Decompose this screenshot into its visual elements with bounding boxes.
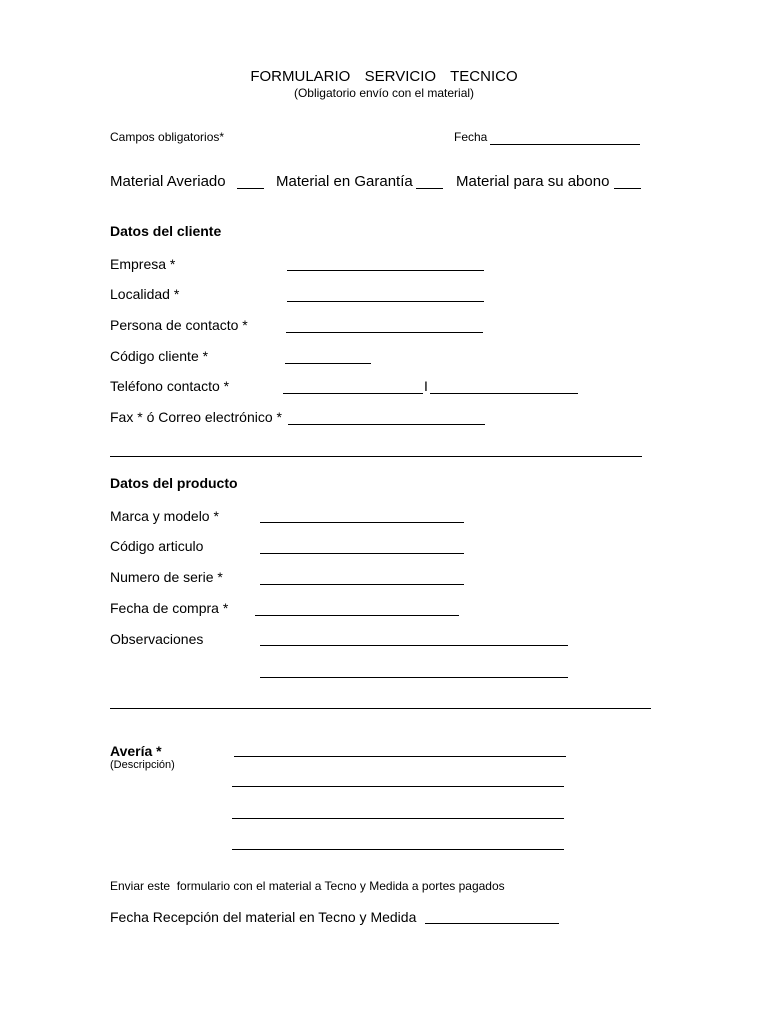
form-subtitle: (Obligatorio envío con el material)	[293, 86, 475, 100]
material-abono-label: Material para su abono	[456, 173, 610, 190]
codigo-articulo-field[interactable]	[260, 553, 464, 554]
section-divider	[110, 456, 642, 457]
fecha-recepcion-field[interactable]	[425, 923, 559, 924]
averia-field-2[interactable]	[232, 786, 564, 787]
form-title: FORMULARIO SERVICIO TECNICO	[250, 68, 518, 85]
averia-field-4[interactable]	[232, 849, 564, 850]
averia-subheading: (Descripción)	[110, 759, 175, 771]
fecha-recepcion-label: Fecha Recepción del material en Tecno y Medida	[110, 909, 417, 925]
averia-field-3[interactable]	[232, 818, 564, 819]
date-label: Fecha	[454, 130, 488, 144]
codigo-cliente-label: Código cliente *	[110, 348, 209, 364]
persona-contacto-field[interactable]	[286, 332, 483, 333]
telefono-field-2[interactable]	[430, 393, 578, 394]
fax-email-field[interactable]	[288, 424, 485, 425]
fecha-compra-label: Fecha de compra *	[110, 600, 229, 616]
numero-serie-label: Numero de serie *	[110, 569, 223, 585]
codigo-articulo-label: Código articulo	[110, 538, 204, 554]
marca-modelo-label: Marca y modelo *	[110, 508, 219, 524]
material-garantia-label: Material en Garantía	[276, 173, 413, 190]
material-averiado-label: Material Averiado	[110, 173, 226, 190]
localidad-field[interactable]	[287, 301, 484, 302]
fecha-compra-field[interactable]	[255, 615, 459, 616]
empresa-label: Empresa *	[110, 256, 176, 272]
shipping-instructions: Enviar este formulario con el material a Tecno y Medida a portes pagados	[110, 879, 505, 893]
marca-modelo-field[interactable]	[260, 522, 464, 523]
observaciones-field-1[interactable]	[260, 645, 568, 646]
section-divider-2	[110, 708, 651, 709]
telefono-label: Teléfono contacto *	[110, 378, 230, 394]
producto-section-heading: Datos del producto	[110, 475, 238, 491]
cliente-section-heading: Datos del cliente	[110, 223, 222, 239]
date-field[interactable]	[490, 144, 640, 145]
codigo-cliente-field[interactable]	[285, 363, 371, 364]
observaciones-label: Observaciones	[110, 631, 204, 647]
empresa-field[interactable]	[287, 270, 484, 271]
persona-contacto-label: Persona de contacto *	[110, 317, 248, 333]
averia-field-1[interactable]	[234, 756, 566, 757]
telefono-separator: I	[424, 378, 428, 394]
fax-email-label: Fax * ó Correo electrónico *	[110, 409, 282, 425]
observaciones-field-2[interactable]	[260, 677, 568, 678]
required-fields-note: Campos obligatorios*	[110, 130, 225, 144]
telefono-field-1[interactable]	[283, 393, 423, 394]
material-garantia-field[interactable]	[416, 188, 443, 189]
material-abono-field[interactable]	[614, 188, 641, 189]
averia-heading: Avería *	[110, 743, 162, 759]
material-averiado-field[interactable]	[237, 188, 264, 189]
localidad-label: Localidad *	[110, 286, 180, 302]
numero-serie-field[interactable]	[260, 584, 464, 585]
